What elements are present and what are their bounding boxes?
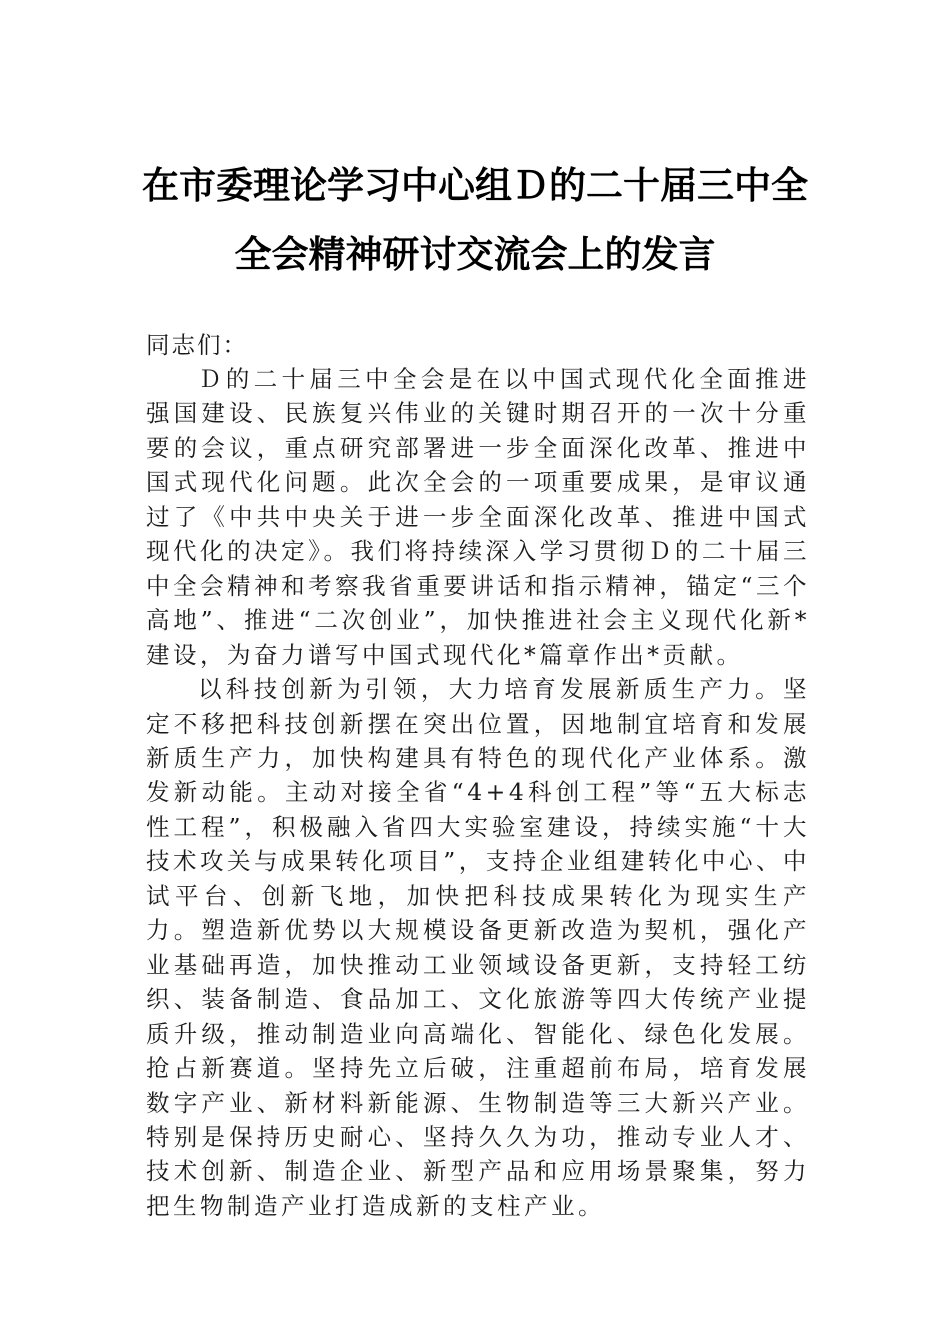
- document-body: [146, 362, 810, 1223]
- document-title-line-1: 在市委理论学习中心组Ｄ的二十届三中全: [142, 164, 808, 207]
- document-title-line-2: 全会精神研讨交流会上的发言: [234, 233, 716, 276]
- paragraph-tech-innovation: 以科技创新为引领，大力培育发展新质生产力。坚定不移把科技创新摆在突出位置，因地制宜培育和发展新质生产力，加快构建具有特色的现代化产业体系。激发新动能。主动对接全省“4+4科创工程”等“五大标志性工程”，积极融入省四大实验室建设，持续实施“十大技术攻关与成果转化项目”，支持企业组建转化中心、中试平台、创新飞地，加快把科技成果转化为现实生产力。塑造新优势以大规模设备更新改造为契机，强化产业基础再造，加快推动工业领域设备更新，支持轻工纺织、装备制造、食品加工、文化旅游等四大传统产业提质升级，推动制造业向高端化、智能化、绿色化发展。抢占新赛道。坚持先立后破，注重超前布局，培育发展数字产业、新材料新能源、生物制造等三大新兴产业。特别是保持历史耐心、坚持久久为功，推动专业人才、技术创新、制造企业、新型产品和应用场景聚集，努力把生物制造产业打造成新的支柱产业。: [146, 675, 810, 1220]
- paragraph-intro: Ｄ的二十届三中全会是在以中国式现代化全面推进强国建设、民族复兴伟业的关键时期召开的一次十分重要的会议，重点研究部署进一步全面深化改革、推进中国式现代化问题。此次全会的一项重要成果，是审议通过了《中共中央关于进一步全面深化改革、推进中国式现代化的决定》。我们将持续深入学习贯彻Ｄ的二十届三中全会精神和考察我省重要讲话和指示精神，锚定“三个高地”、推进“二次创业”，加快推进社会主义现代化新*建设，为奋力谱写中国式现代化*篇章作出*贡献。: [146, 365, 810, 669]
- salutation: 同志们：: [146, 331, 248, 359]
